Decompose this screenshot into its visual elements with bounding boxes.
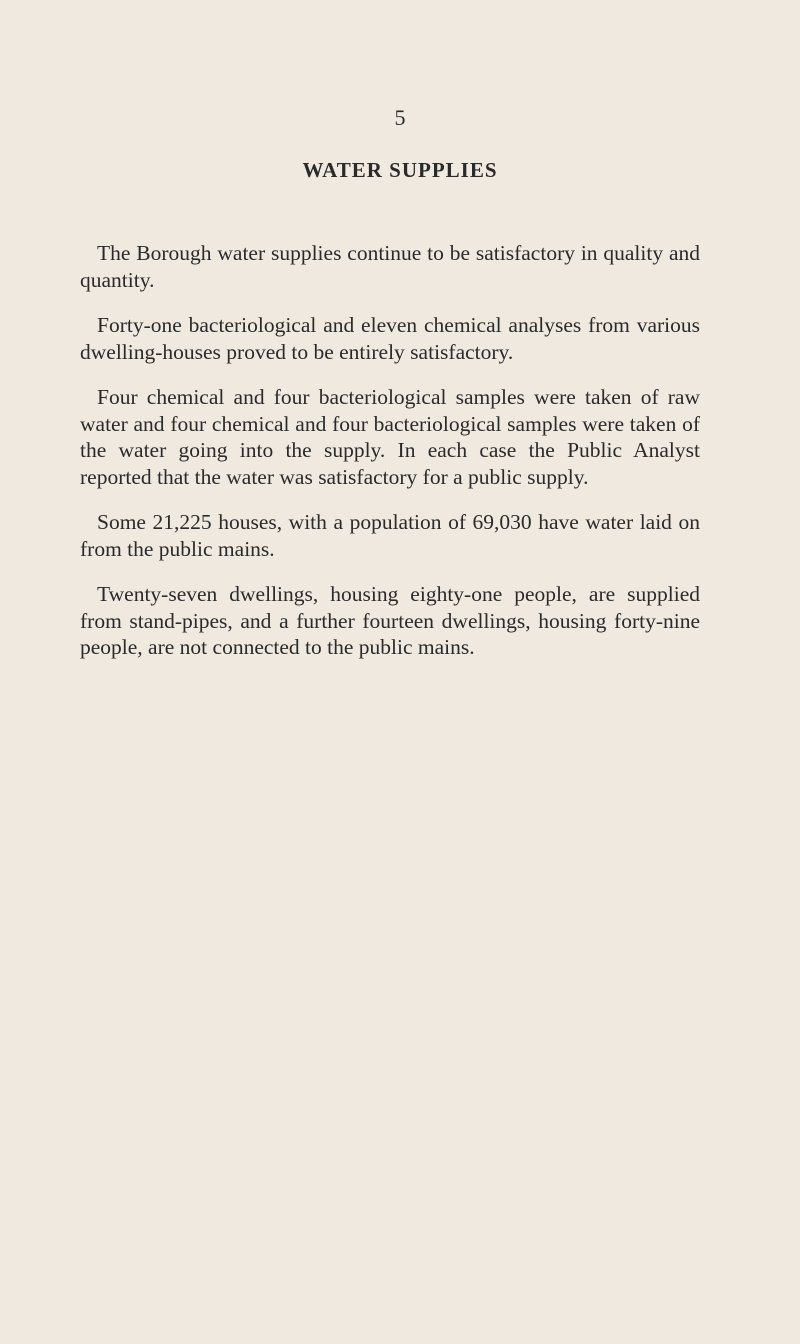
paragraph-dwellings: Twenty-seven dwellings, housing eighty-one people, are supplied from stand-pipes, and a further fourteen dwellings, housing forty-nine people, are not connected to the public mains. — [80, 582, 700, 659]
body-text — [80, 240, 700, 680]
section-heading: WATER SUPPLIES — [302, 158, 498, 182]
page-number: 5 — [394, 105, 406, 130]
paragraph-samples: Four chemical and four bacteriological samples were taken of raw water and four chemical and four bacteriological samples were taken of the water going into the supply. In each case the Public Analyst reported that the water was satisfactory for a public supply. — [80, 385, 700, 489]
paragraph-quality: The Borough water supplies continue to be satisfactory in quality and quantity. — [80, 241, 700, 292]
paragraph-analyses: Forty-one bacteriological and eleven chemical analyses from various dwelling-houses proved to be entirely satisfactory. — [80, 313, 700, 364]
paragraph-houses: Some 21,225 houses, with a population of 69,030 have water laid on from the public mains. — [80, 510, 700, 561]
